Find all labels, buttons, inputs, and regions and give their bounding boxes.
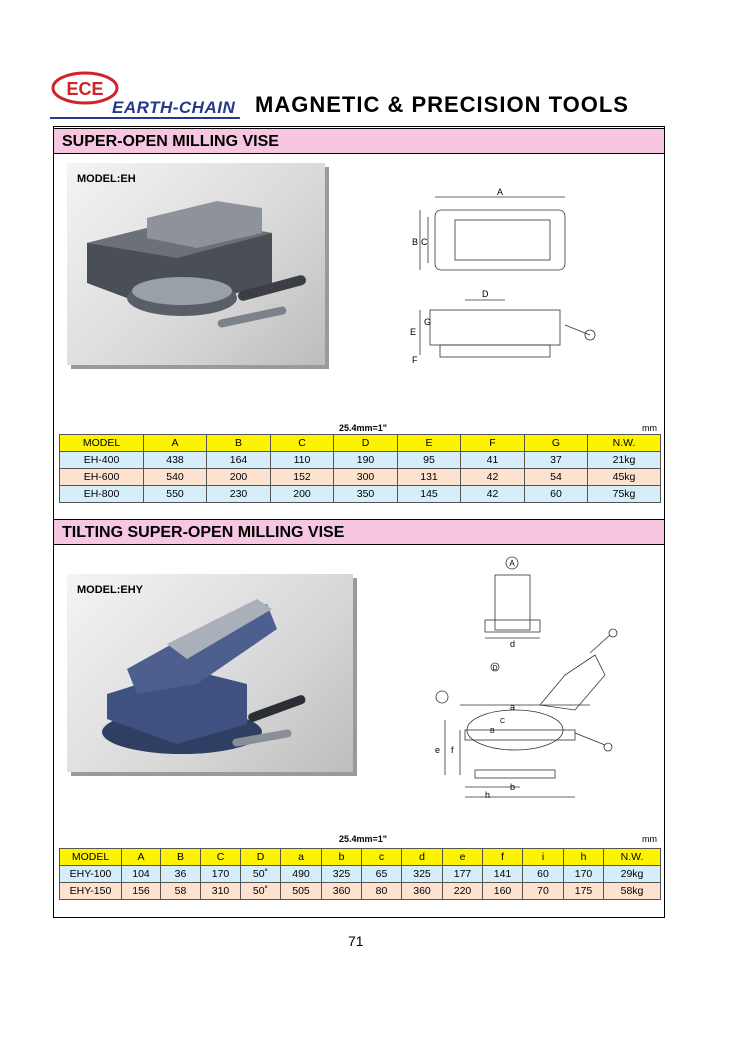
col-header: C — [201, 849, 241, 866]
col-header: A — [122, 849, 161, 866]
table-header-row — [60, 849, 661, 866]
col-header: c — [362, 849, 402, 866]
table-cell: 36 — [161, 866, 201, 883]
dim-label-a: A — [496, 187, 504, 197]
ehy-dimension-drawing — [430, 555, 630, 805]
col-header: B — [207, 435, 271, 452]
table-header-row — [60, 435, 661, 452]
table-cell: 75kg — [588, 486, 661, 503]
table-cell: 164 — [207, 452, 271, 469]
col-header: b — [322, 849, 362, 866]
table-row — [60, 883, 661, 900]
table-cell: EHY-100 — [60, 866, 122, 883]
page-title: MAGNETIC & PRECISION TOOLS — [255, 92, 629, 117]
table-cell: 505 — [281, 883, 322, 900]
table-cell: 325 — [402, 866, 443, 883]
table-cell: 58 — [161, 883, 201, 900]
table-cell: 200 — [207, 469, 271, 486]
dim-label-e: e — [435, 745, 441, 755]
table-cell: 45kg — [588, 469, 661, 486]
table-cell: 490 — [281, 866, 322, 883]
table-cell: 60 — [523, 866, 564, 883]
col-header: i — [523, 849, 564, 866]
col-header: a — [281, 849, 322, 866]
table-cell: 360 — [402, 883, 443, 900]
table-cell: EH-800 — [60, 486, 144, 503]
table-cell: 141 — [483, 866, 523, 883]
product-photo-ehy — [67, 574, 353, 772]
table-cell: 220 — [443, 883, 483, 900]
table-cell: 200 — [271, 486, 334, 503]
table-cell: 42 — [461, 469, 525, 486]
table-cell: 21kg — [588, 452, 661, 469]
vise-eh-illustration — [67, 163, 325, 365]
dim-label-g: G — [424, 317, 432, 327]
col-header: A — [144, 435, 207, 452]
table-cell: 540 — [144, 469, 207, 486]
table-cell: 29kg — [604, 866, 661, 883]
col-header: D — [241, 849, 281, 866]
col-header: MODEL — [60, 435, 144, 452]
table-cell: 360 — [322, 883, 362, 900]
dim-label-b: b — [510, 782, 516, 792]
dim-label-c: C — [421, 237, 428, 247]
table-cell: 95 — [398, 452, 461, 469]
svg-text:ECE: ECE — [66, 79, 104, 99]
table-cell: 310 — [201, 883, 241, 900]
table-cell: 50˚ — [241, 883, 281, 900]
dim-label-B: B — [490, 728, 495, 735]
brand-name: EARTH-CHAIN — [112, 98, 236, 117]
col-header: d — [402, 849, 443, 866]
table-cell: 175 — [564, 883, 604, 900]
table-cell: 37 — [525, 452, 588, 469]
col-header: E — [398, 435, 461, 452]
col-header: N.W. — [604, 849, 661, 866]
dim-label-f: F — [412, 355, 418, 365]
table-cell: 145 — [398, 486, 461, 503]
table-cell: 104 — [122, 866, 161, 883]
table-cell: 156 — [122, 883, 161, 900]
col-header: D — [334, 435, 398, 452]
table-cell: 50˚ — [241, 866, 281, 883]
table-cell: 550 — [144, 486, 207, 503]
table-cell: 131 — [398, 469, 461, 486]
table-cell: 152 — [271, 469, 334, 486]
table-row — [60, 452, 661, 469]
col-header: e — [443, 849, 483, 866]
eh-dimension-drawing — [400, 185, 620, 375]
table-cell: 300 — [334, 469, 398, 486]
dim-label-e: E — [410, 327, 417, 337]
dim-label-C: C — [500, 718, 506, 725]
table-row — [60, 486, 661, 503]
table-cell: EH-400 — [60, 452, 144, 469]
model-caption: MODEL:EH — [77, 173, 136, 185]
table-cell: 170 — [564, 866, 604, 883]
vise-ehy-illustration — [67, 574, 353, 772]
table-cell: 110 — [271, 452, 334, 469]
unit-conversion-note: 25.4mm=1" — [339, 423, 388, 433]
col-header: f — [483, 849, 523, 866]
table-cell: 438 — [144, 452, 207, 469]
table-cell: 41 — [461, 452, 525, 469]
dim-label-f: f — [451, 745, 454, 755]
dim-label-d: D — [482, 289, 489, 299]
table-cell: 177 — [443, 866, 483, 883]
dim-label-b: B — [412, 237, 419, 247]
table-cell: 325 — [322, 866, 362, 883]
col-header: G — [525, 435, 588, 452]
col-header: B — [161, 849, 201, 866]
dim-label-a: a — [510, 702, 516, 712]
dim-label-A: A — [509, 559, 515, 568]
table-cell: 160 — [483, 883, 523, 900]
unit-conversion-note: 25.4mm=1" — [339, 834, 388, 844]
ece-logo — [50, 66, 120, 106]
brand-underline — [50, 117, 240, 119]
table-cell: 350 — [334, 486, 398, 503]
table-cell: 190 — [334, 452, 398, 469]
dim-label-D: D — [492, 665, 498, 672]
table-cell: 54 — [525, 469, 588, 486]
product-photo-eh — [67, 163, 325, 365]
table-cell: 42 — [461, 486, 525, 503]
section-bar-tilting — [54, 519, 664, 545]
table-cell: 80 — [362, 883, 402, 900]
col-header: C — [271, 435, 334, 452]
model-caption: MODEL:EHY — [77, 584, 143, 596]
dim-label-d: d — [510, 639, 516, 649]
col-header: N.W. — [588, 435, 661, 452]
table-cell: 65 — [362, 866, 402, 883]
table-cell: 58kg — [604, 883, 661, 900]
table-cell: EH-600 — [60, 469, 144, 486]
spec-table-eh — [59, 434, 661, 503]
section-bar-super-open — [54, 128, 664, 154]
col-header: h — [564, 849, 604, 866]
table-cell: 60 — [525, 486, 588, 503]
table-row — [60, 469, 661, 486]
table-row — [60, 866, 661, 883]
spec-table-ehy — [59, 848, 661, 900]
table-cell: 70 — [523, 883, 564, 900]
dim-label-h: h — [485, 790, 491, 800]
unit-label: mm — [642, 834, 657, 844]
col-header: MODEL — [60, 849, 122, 866]
table-cell: 230 — [207, 486, 271, 503]
section-title: SUPER-OPEN MILLING VISE — [62, 133, 279, 150]
page-number: 71 — [348, 933, 364, 949]
col-header: F — [461, 435, 525, 452]
section-title: TILTING SUPER-OPEN MILLING VISE — [62, 524, 345, 541]
table-cell: EHY-150 — [60, 883, 122, 900]
unit-label: mm — [642, 423, 657, 433]
table-cell: 170 — [201, 866, 241, 883]
